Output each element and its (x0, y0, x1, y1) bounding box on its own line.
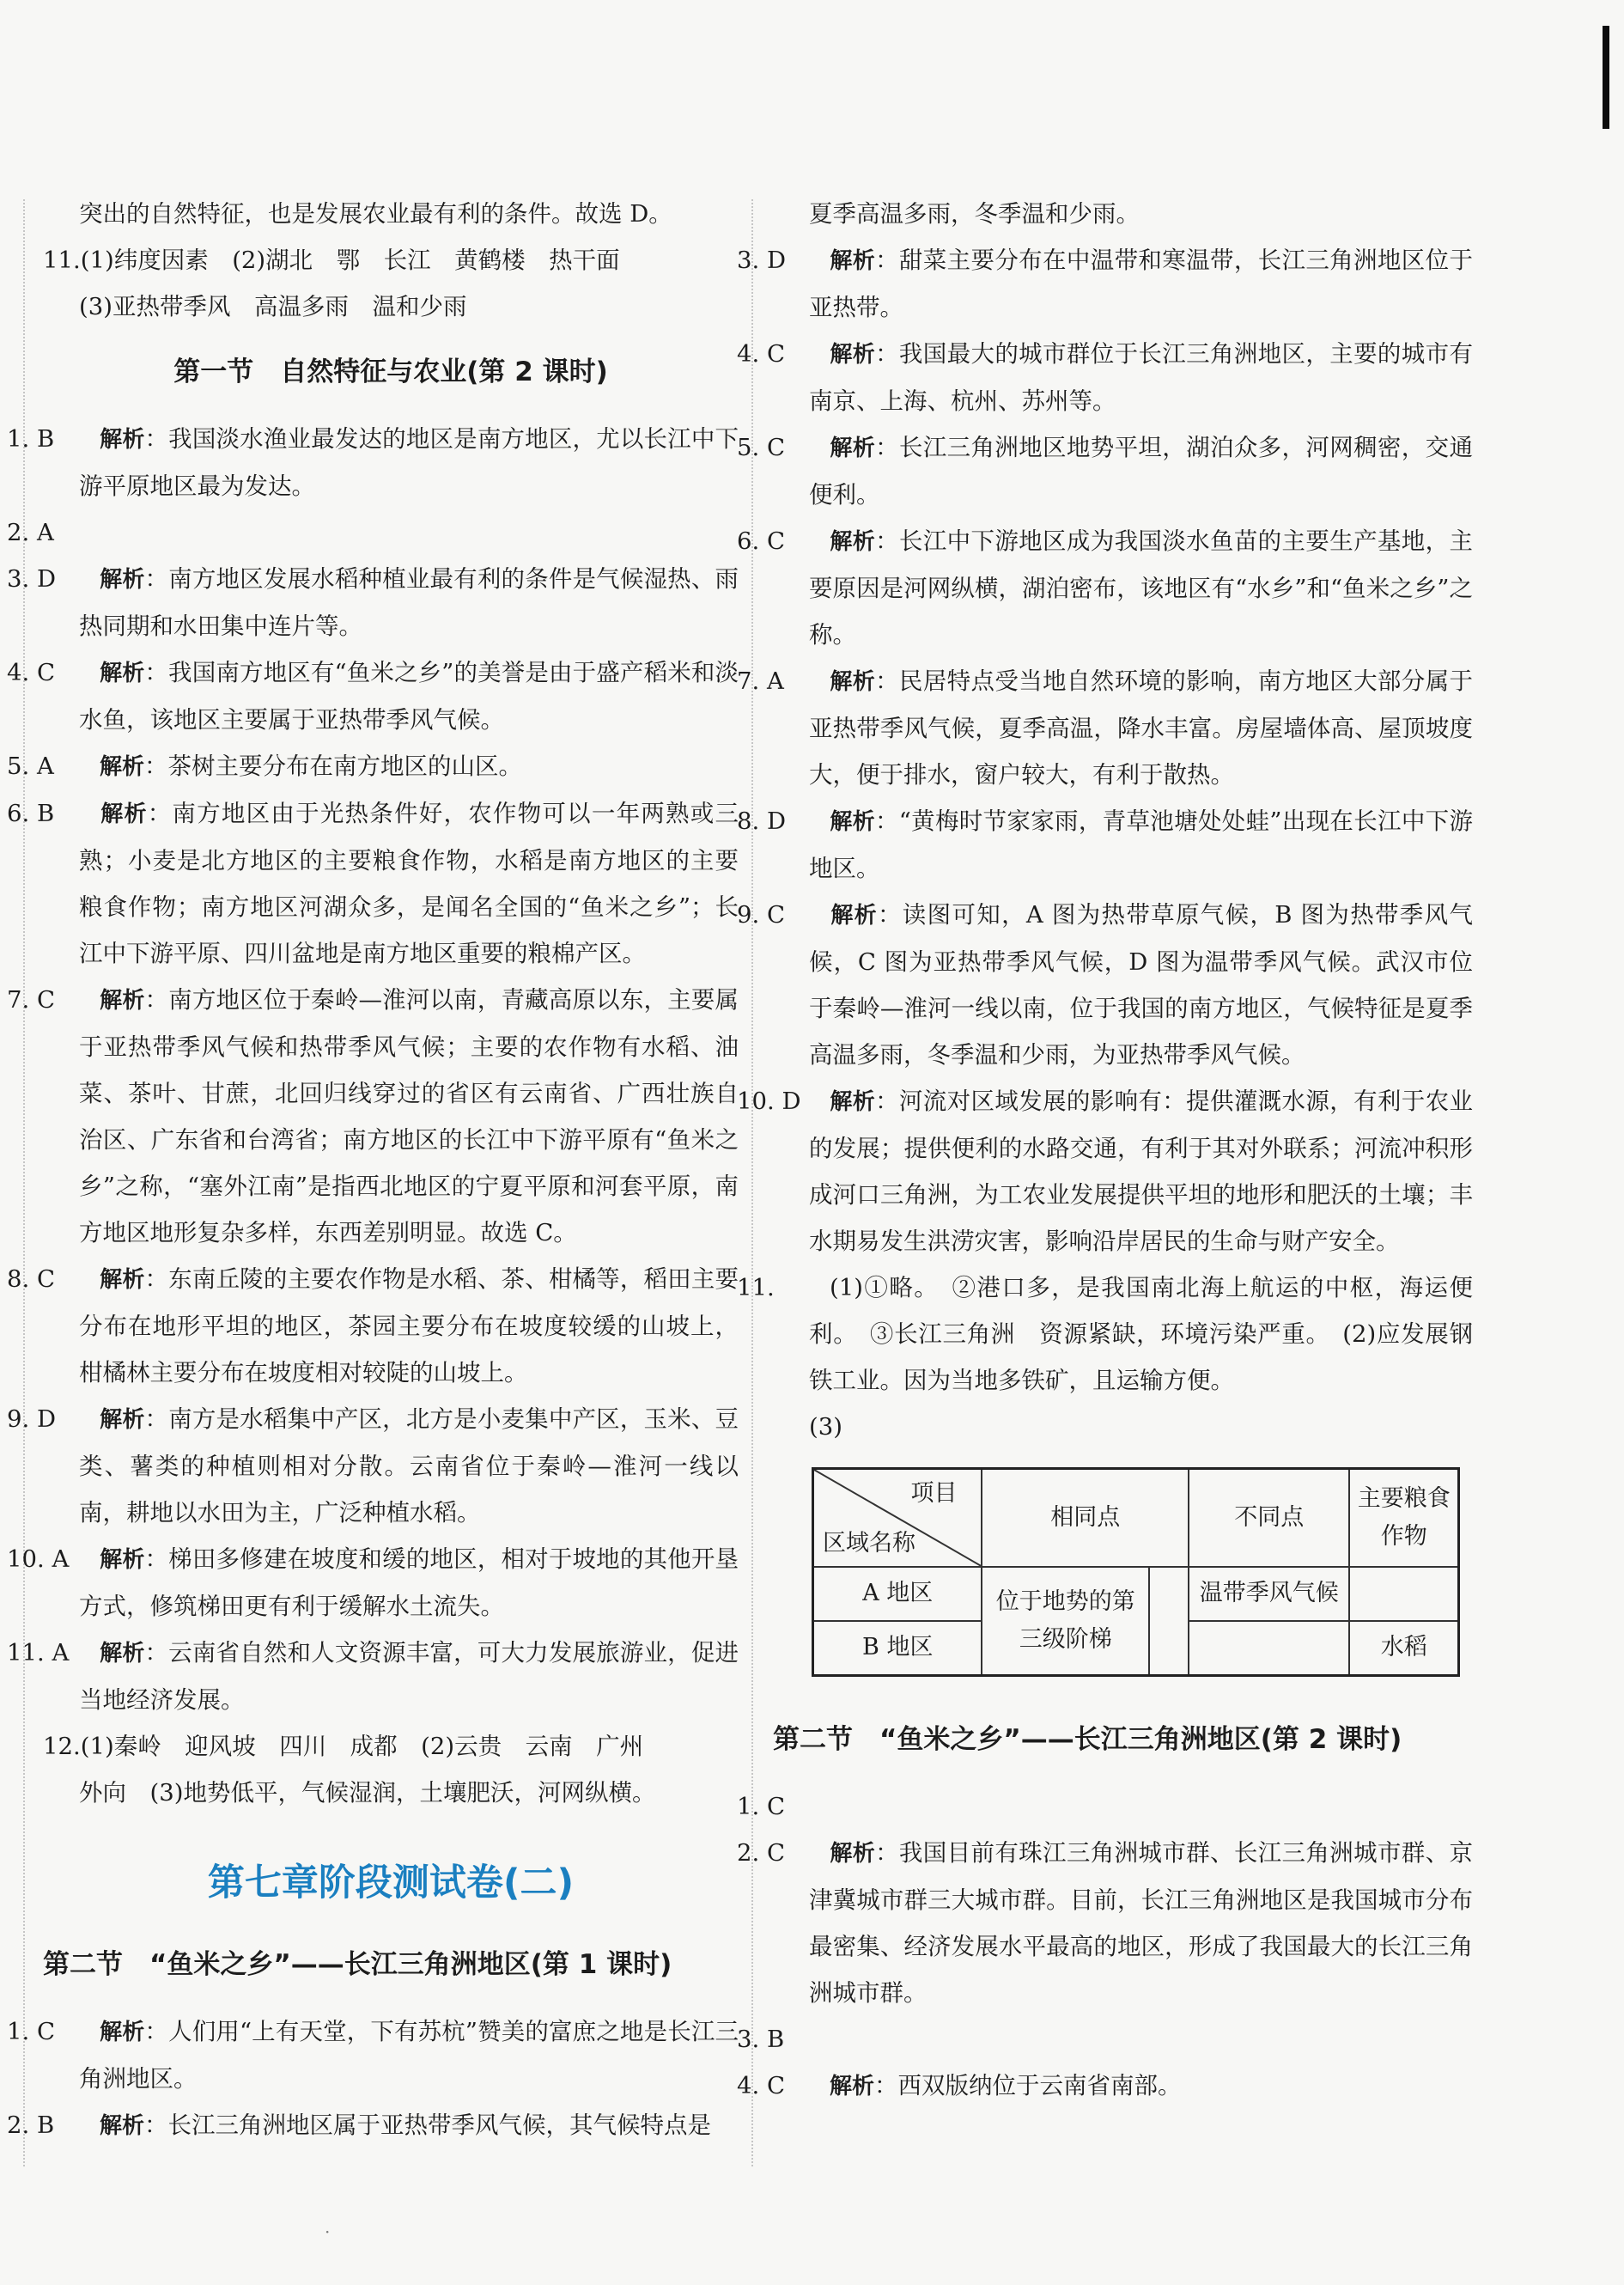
answer-text: ：甜菜主要分布在中温带和寒温带，长江三角洲地区位于亚热带。 (809, 247, 1473, 321)
answer-text: ：长江三角洲地区属于亚热带季风气候，其气候特点是 (144, 2111, 712, 2139)
answer-item (7, 416, 739, 509)
column-header-diff: 不同点 (1189, 1469, 1349, 1568)
answer-number: 2. B (7, 2111, 55, 2139)
answer-number: 4. C (737, 340, 786, 368)
left-margin-rule (23, 199, 25, 2166)
b-diff-cell (1189, 1621, 1349, 1676)
analysis-label: 解析 (100, 427, 145, 453)
answer-item (737, 798, 1473, 892)
answer-text: 外向 (3)地势低平，气候湿润，土壤肥沃，河网纵横。 (79, 1779, 656, 1807)
continued-text: 夏季高温多雨，冬季温和少雨。 (809, 200, 1140, 228)
answer-number: 7. A (737, 667, 784, 695)
column-header-same: 相同点 (982, 1469, 1189, 1568)
answer-item (737, 2016, 1473, 2063)
answer-item (7, 743, 739, 790)
analysis-label: 解析 (100, 801, 148, 827)
answer-number: 11. (43, 247, 81, 274)
answer-number: 3. D (7, 565, 57, 593)
analysis-label: 解析 (830, 2074, 875, 2099)
answer-number: 1. C (7, 2018, 56, 2045)
answer-text: ：“黄梅时节家家雨，青草池塘处处蛙”出现在长江中下游地区。 (809, 807, 1473, 882)
answer-text: (3)亚热带季风 高温多雨 温和少雨 (79, 293, 467, 320)
answer-number: 4. C (737, 2072, 786, 2099)
answer-text: ：我国最大的城市群位于长江三角洲地区，主要的城市有南京、上海、杭州、苏州等。 (809, 340, 1473, 415)
analysis-label: 解析 (100, 1641, 145, 1667)
answer-text: (1)纬度因素 (2)湖北 鄂 长江 黄鹤楼 热干面 (80, 247, 620, 274)
answer-text: ：西双版纳位于云南省南部。 (874, 2072, 1182, 2099)
table-corner-header (813, 1469, 982, 1568)
analysis-label: 解析 (100, 661, 145, 686)
answer-text: ：南方地区发展水稻种植业最有利的条件是气候湿热、雨热同期和水田集中连片等。 (79, 565, 739, 640)
analysis-label: 解析 (830, 669, 876, 695)
answer-item (737, 2063, 1473, 2110)
answer-item (737, 237, 1473, 331)
page-edge-mark (1603, 26, 1609, 129)
answer-list (737, 237, 1473, 1264)
answer-item (7, 2008, 739, 2102)
answer-item (7, 2102, 739, 2149)
answer-number: 8. D (737, 807, 787, 835)
section-heading: 第一节 自然特征与农业(第 2 课时) (173, 356, 608, 387)
a-food-cell (1349, 1567, 1458, 1621)
answer-number: 5. C (737, 434, 786, 461)
answer-item (737, 1264, 1473, 1404)
answer-number: 2. C (737, 1839, 786, 1867)
empty-cell (1148, 1568, 1188, 1674)
analysis-label: 解析 (830, 436, 876, 461)
answer-item (7, 977, 739, 1256)
answer-text: ：河流对区域发展的影响有：提供灌溉水源，有利于农业的发展；提供便利的水路交通，有利于其对外联系；河流冲积形成河口三角洲，为工农业发展提供平坦的地形和肥沃的土壤；丰水期易发生洪涝灾害，影响沿岸居民的生命与财产安全。 (809, 1088, 1473, 1255)
answer-number: 3. B (737, 2026, 785, 2053)
right-column (737, 191, 1473, 2110)
table-label: (3) (809, 1413, 842, 1441)
answer-text: ：云南省自然和人文资源丰富，可大力发展旅游业，促进当地经济发展。 (79, 1639, 739, 1714)
answer-item (7, 1630, 739, 1723)
answer-item (7, 649, 739, 743)
answer-number: 2. A (7, 519, 54, 546)
answer-text: ：长江三角洲地区地势平坦，湖泊众多，河网稠密，交通便利。 (809, 434, 1473, 509)
answer-item (7, 509, 739, 556)
answer-number: 11. (737, 1274, 775, 1301)
row-header-b: B 地区 (813, 1621, 982, 1676)
answer-text: ：梯田多修建在坡度和缓的地区，相对于坡地的其他开垦方式，修筑梯田更有利于缓解水土流失。 (79, 1545, 739, 1620)
answer-item (43, 1723, 739, 1816)
answer-item (7, 1396, 739, 1536)
answer-number: 11. A (7, 1639, 70, 1667)
answer-text: ：读图可知，A 图为热带草原气候，B 图为热带季风气候，C 图为亚热带季风气候，D 图为温带季风气候。武汉市位于秦岭—淮河一线以南，位于我国的南方地区，气候特征是夏季高温多雨，冬季温和少雨，为亚热带季风气候。 (809, 901, 1473, 1069)
analysis-label: 解析 (830, 342, 876, 368)
answer-item (737, 658, 1473, 798)
answer-number: 1. C (737, 1793, 786, 1820)
answer-text: ：人们用“上有天堂，下有苏杭”赞美的富庶之地是长江三角洲地区。 (79, 2018, 739, 2093)
answer-number: 12. (43, 1733, 81, 1760)
answer-number: 6. C (737, 527, 786, 555)
answer-text: ：民居特点受当地自然环境的影响，南方地区大部分属于亚热带季风气候，夏季高温，降水丰富。房屋墙体高、屋顶坡度大，便于排水，窗户较大，有利于散热。 (809, 667, 1473, 789)
continued-text: 突出的自然特征，也是发展农业最有利的条件。故选 D。 (79, 200, 672, 228)
analysis-label: 解析 (830, 903, 878, 929)
answer-number: 1. B (7, 425, 55, 453)
answer-item (7, 1256, 739, 1396)
analysis-label: 解析 (100, 1407, 145, 1433)
analysis-label: 解析 (100, 1267, 145, 1293)
answer-number: 7. C (7, 986, 56, 1014)
comparison-table (812, 1467, 1460, 1677)
answer-number: 9. C (737, 901, 786, 929)
analysis-label: 解析 (100, 2020, 145, 2045)
chapter-title: 第七章阶段测试卷(二) (207, 1862, 575, 1904)
corner-bottom-label: 区域名称 (823, 1530, 915, 1557)
answer-list (7, 416, 739, 1723)
row-header-a: A 地区 (813, 1567, 982, 1621)
answer-number: 4. C (7, 659, 56, 686)
left-column (7, 191, 739, 2149)
section-heading: 第二节 “鱼米之乡”——长江三角洲地区(第 1 课时) (43, 1949, 672, 1980)
answer-number: 10. D (737, 1088, 801, 1115)
analysis-label: 解析 (100, 567, 145, 593)
answer-list (737, 1783, 1473, 2110)
section-heading: 第二节 “鱼米之乡”——长江三角洲地区(第 2 课时) (773, 1724, 1402, 1755)
answer-item (737, 424, 1473, 518)
answer-number: 6. B (7, 800, 55, 827)
answer-text: ：南方地区由于光热条件好，农作物可以一年两熟或三熟；小麦是北方地区的主要粮食作物，水稻是南方地区的主要粮食作物；南方地区河湖众多，是闻名全国的“鱼米之乡”；长江中下游平原、四川盆地是南方地区重要的粮棉产区。 (79, 800, 739, 967)
analysis-label: 解析 (830, 1089, 876, 1115)
answer-item (737, 331, 1473, 424)
analysis-label: 解析 (100, 988, 145, 1014)
answer-text: (1)秦岭 迎风坡 四川 成都 (2)云贵 云南 广州 (80, 1733, 644, 1760)
answer-item (43, 237, 739, 330)
answer-text: ：东南丘陵的主要农作物是水稻、茶、柑橘等，稻田主要分布在地形平坦的地区，茶园主要分布在坡度较缓的山坡上，柑橘林主要分布在坡度相对较陡的山坡上。 (79, 1265, 739, 1386)
answer-list (7, 2008, 739, 2149)
analysis-label: 解析 (830, 248, 876, 274)
answer-item (737, 1783, 1473, 1830)
answer-text: (1)①略。 ②港口多，是我国南北海上航运的中枢，海运便利。 ③长江三角洲 资源紧缺，环境污染严重。 (2)应发展钢铁工业。因为当地多铁矿，且运输方便。 (809, 1274, 1473, 1394)
analysis-label: 解析 (100, 2113, 145, 2139)
analysis-label: 解析 (830, 809, 875, 835)
answer-number: 3. D (737, 247, 787, 274)
same-point-cell: 位于地势的第三级阶梯 (995, 1588, 1135, 1653)
answer-number: 8. C (7, 1265, 56, 1293)
answer-item (737, 518, 1473, 658)
analysis-label: 解析 (100, 1547, 145, 1573)
answer-text: ：我国目前有珠江三角洲城市群、长江三角洲城市群、京津冀城市群三大城市群。目前，长江三角洲地区是我国城市分布最密集、经济发展水平最高的地区，形成了我国最大的长江三角洲城市群。 (809, 1839, 1473, 2007)
answer-item (737, 1078, 1473, 1264)
answer-item (7, 790, 739, 977)
answer-number: 10. A (7, 1545, 70, 1573)
answer-item (737, 1830, 1473, 2016)
answer-text: ：我国南方地区有“鱼米之乡”的美誉是由于盛产稻米和淡水鱼，该地区主要属于亚热带季风气候。 (79, 659, 739, 734)
answer-text: ：我国淡水渔业最发达的地区是南方地区，尤以长江中下游平原地区最为发达。 (79, 425, 739, 500)
analysis-label: 解析 (100, 754, 145, 780)
a-diff-cell: 温带季风气候 (1189, 1567, 1349, 1621)
page-dot: · (325, 2221, 331, 2242)
b-food-cell: 水稻 (1349, 1621, 1458, 1676)
answer-item (7, 556, 739, 649)
answer-text: ：南方地区位于秦岭—淮河以南，青藏高原以东，主要属于亚热带季风气候和热带季风气候；主要的农作物有水稻、油菜、茶叶、甘蔗，北回归线穿过的省区有云南省、广西壮族自治区、广东省和台湾省；南方地区的长江中下游平原有“鱼米之乡”之称，“塞外江南”是指西北地区的宁夏平原和河套平原，南方地区地形复杂多样，东西差别明显。故选 C。 (79, 986, 739, 1246)
answer-item (737, 892, 1473, 1078)
corner-top-label: 项目 (910, 1480, 958, 1507)
answer-text: ：茶树主要分布在南方地区的山区。 (144, 753, 523, 780)
answer-item (7, 1536, 739, 1630)
answer-number: 5. A (7, 753, 54, 780)
column-header-food: 主要粮食作物 (1349, 1469, 1458, 1568)
analysis-label: 解析 (830, 1841, 876, 1867)
analysis-label: 解析 (830, 529, 876, 555)
same-point-group (982, 1567, 1189, 1676)
answer-number: 9. D (7, 1405, 57, 1433)
answer-text: ：南方是水稻集中产区，北方是小麦集中产区，玉米、豆类、薯类的种植则相对分散。云南省位于秦岭—淮河一线以南，耕地以水田为主，广泛种植水稻。 (79, 1405, 739, 1526)
answer-text: ：长江中下游地区成为我国淡水鱼苗的主要生产基地，主要原因是河网纵横，湖泊密布，该地区有“水乡”和“鱼米之乡”之称。 (809, 527, 1473, 649)
